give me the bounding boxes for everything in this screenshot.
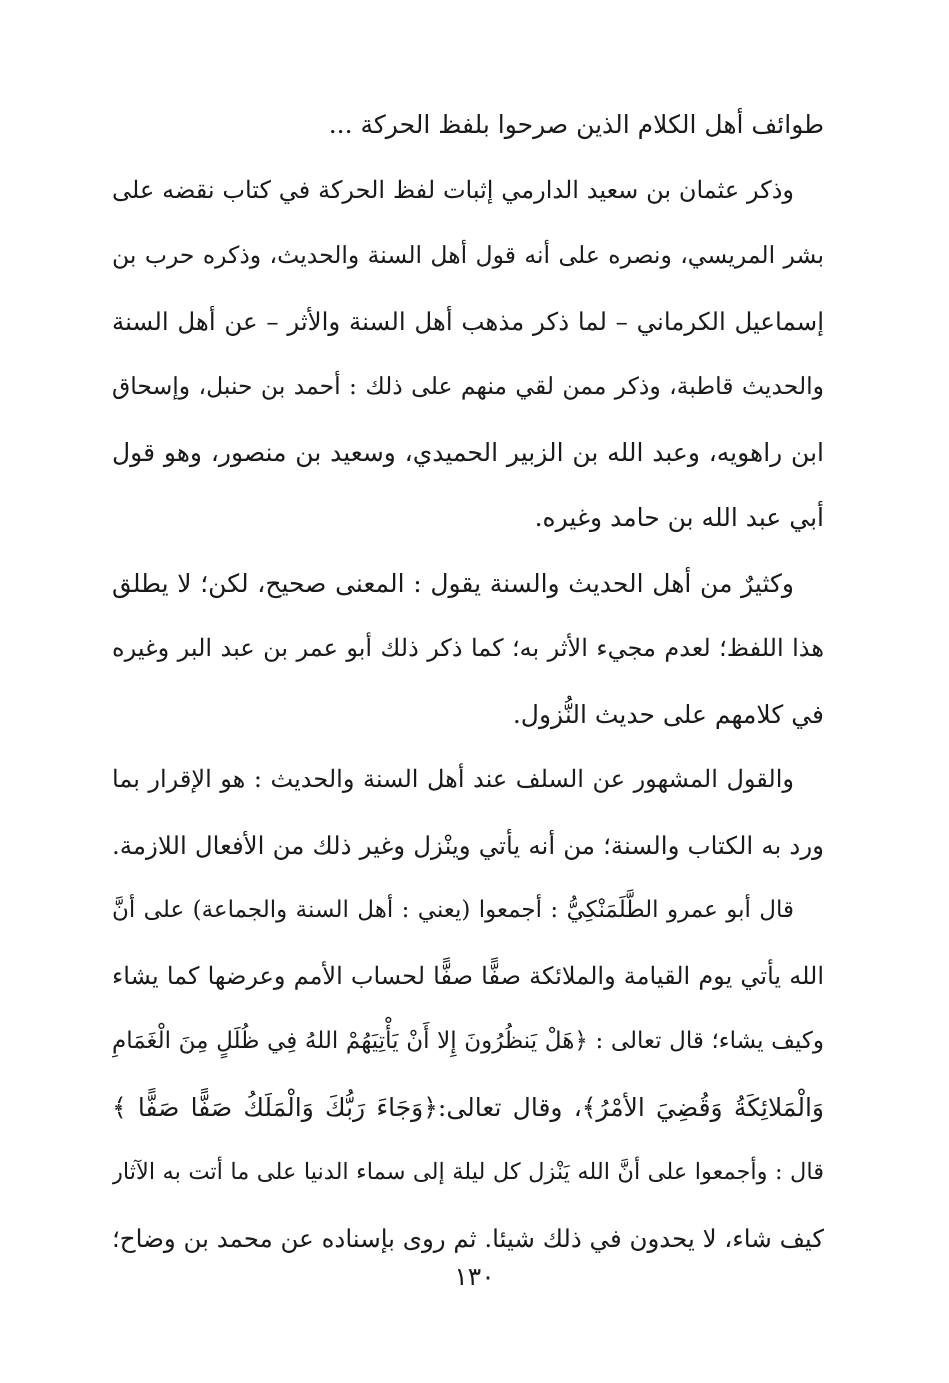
page-body <box>112 92 824 1271</box>
text-line: والحديث قاطبة، وذكر ممن لقي منهم على ذلك : أحمد بن حنبل، وإسحاق <box>112 372 824 400</box>
text-line: أبي عبد الله بن حامد وغيره. <box>534 503 824 532</box>
text-line: ورد به الكتاب والسنة؛ من أنه يأتي وينْزل وغير ذلك من الأفعال اللازمة. <box>112 830 824 860</box>
page-number: ١٣٠ <box>454 1262 495 1291</box>
text-line: الله يأتي يوم القيامة والملائكة صفًّا صفًّا لحساب الأمم وعرضها كما يشاء <box>112 961 824 990</box>
text-line: وَالْمَلائِكَةُ وَقُضِيَ الأمْرُ﴾، وقال تعالى:﴿وَجَاءَ رَبُّكَ وَالْمَلَكُ صَفًّا صَفًّا ﴾ <box>112 1092 824 1122</box>
text-line: طوائف أهل الكلام الذين صرحوا بلفظ الحركة ... <box>328 110 824 139</box>
text-line: قال : وأجمعوا على أنَّ الله يَنْزل كل ليلة إلى سماء الدنيا على ما أتت به الآثار <box>112 1159 824 1185</box>
text-line: قال أبو عمرو الطَّلَمَنْكِيُّ : أجمعوا (يعني : أهل السنة والجماعة) على أنَّ <box>112 897 794 923</box>
text-line: ابن راهويه، وعبد الله بن الزبير الحميدي، وسعيد بن منصور، وهو قول <box>112 437 824 467</box>
text-line: إسماعيل الكرماني – لما ذكر مذهب أهل السنة والأثر – عن أهل السنة <box>112 306 824 336</box>
text-line: والقول المشهور عن السلف عند أهل السنة والحديث : هو الإقرار بما <box>112 765 794 793</box>
text-line: بشر المريسي، ونصره على أنه قول أهل السنة والحديث، وذكره حرب بن <box>112 241 824 269</box>
text-line: وكثيرٌ من أهل الحديث والسنة يقول : المعنى صحيح، لكن؛ لا يطلق <box>112 568 794 598</box>
text-line: في كلامهم على حديث النُّزول. <box>512 699 824 729</box>
text-line: وذكر عثمان بن سعيد الدارمي إثبات لفظ الحركة في كتاب نقضه على <box>112 175 794 204</box>
text-line: هذا اللفظ؛ لعدم مجيء الأثر به؛ كما ذكر ذلك أبو عمر بن عبد البر وغيره <box>112 634 824 662</box>
text-line: كيف شاء، لا يحدون في ذلك شيئا. ثم روى بإسناده عن محمد بن وضاح؛ <box>112 1223 824 1253</box>
text-line: وكيف يشاء؛ قال تعالى : ﴿هَلْ يَنظُرُونَ إِلا أَنْ يَأْتِيَهُمْ اللهُ فِي ظُلَلٍ مِنَ الْغَمَامِ <box>112 1028 824 1054</box>
